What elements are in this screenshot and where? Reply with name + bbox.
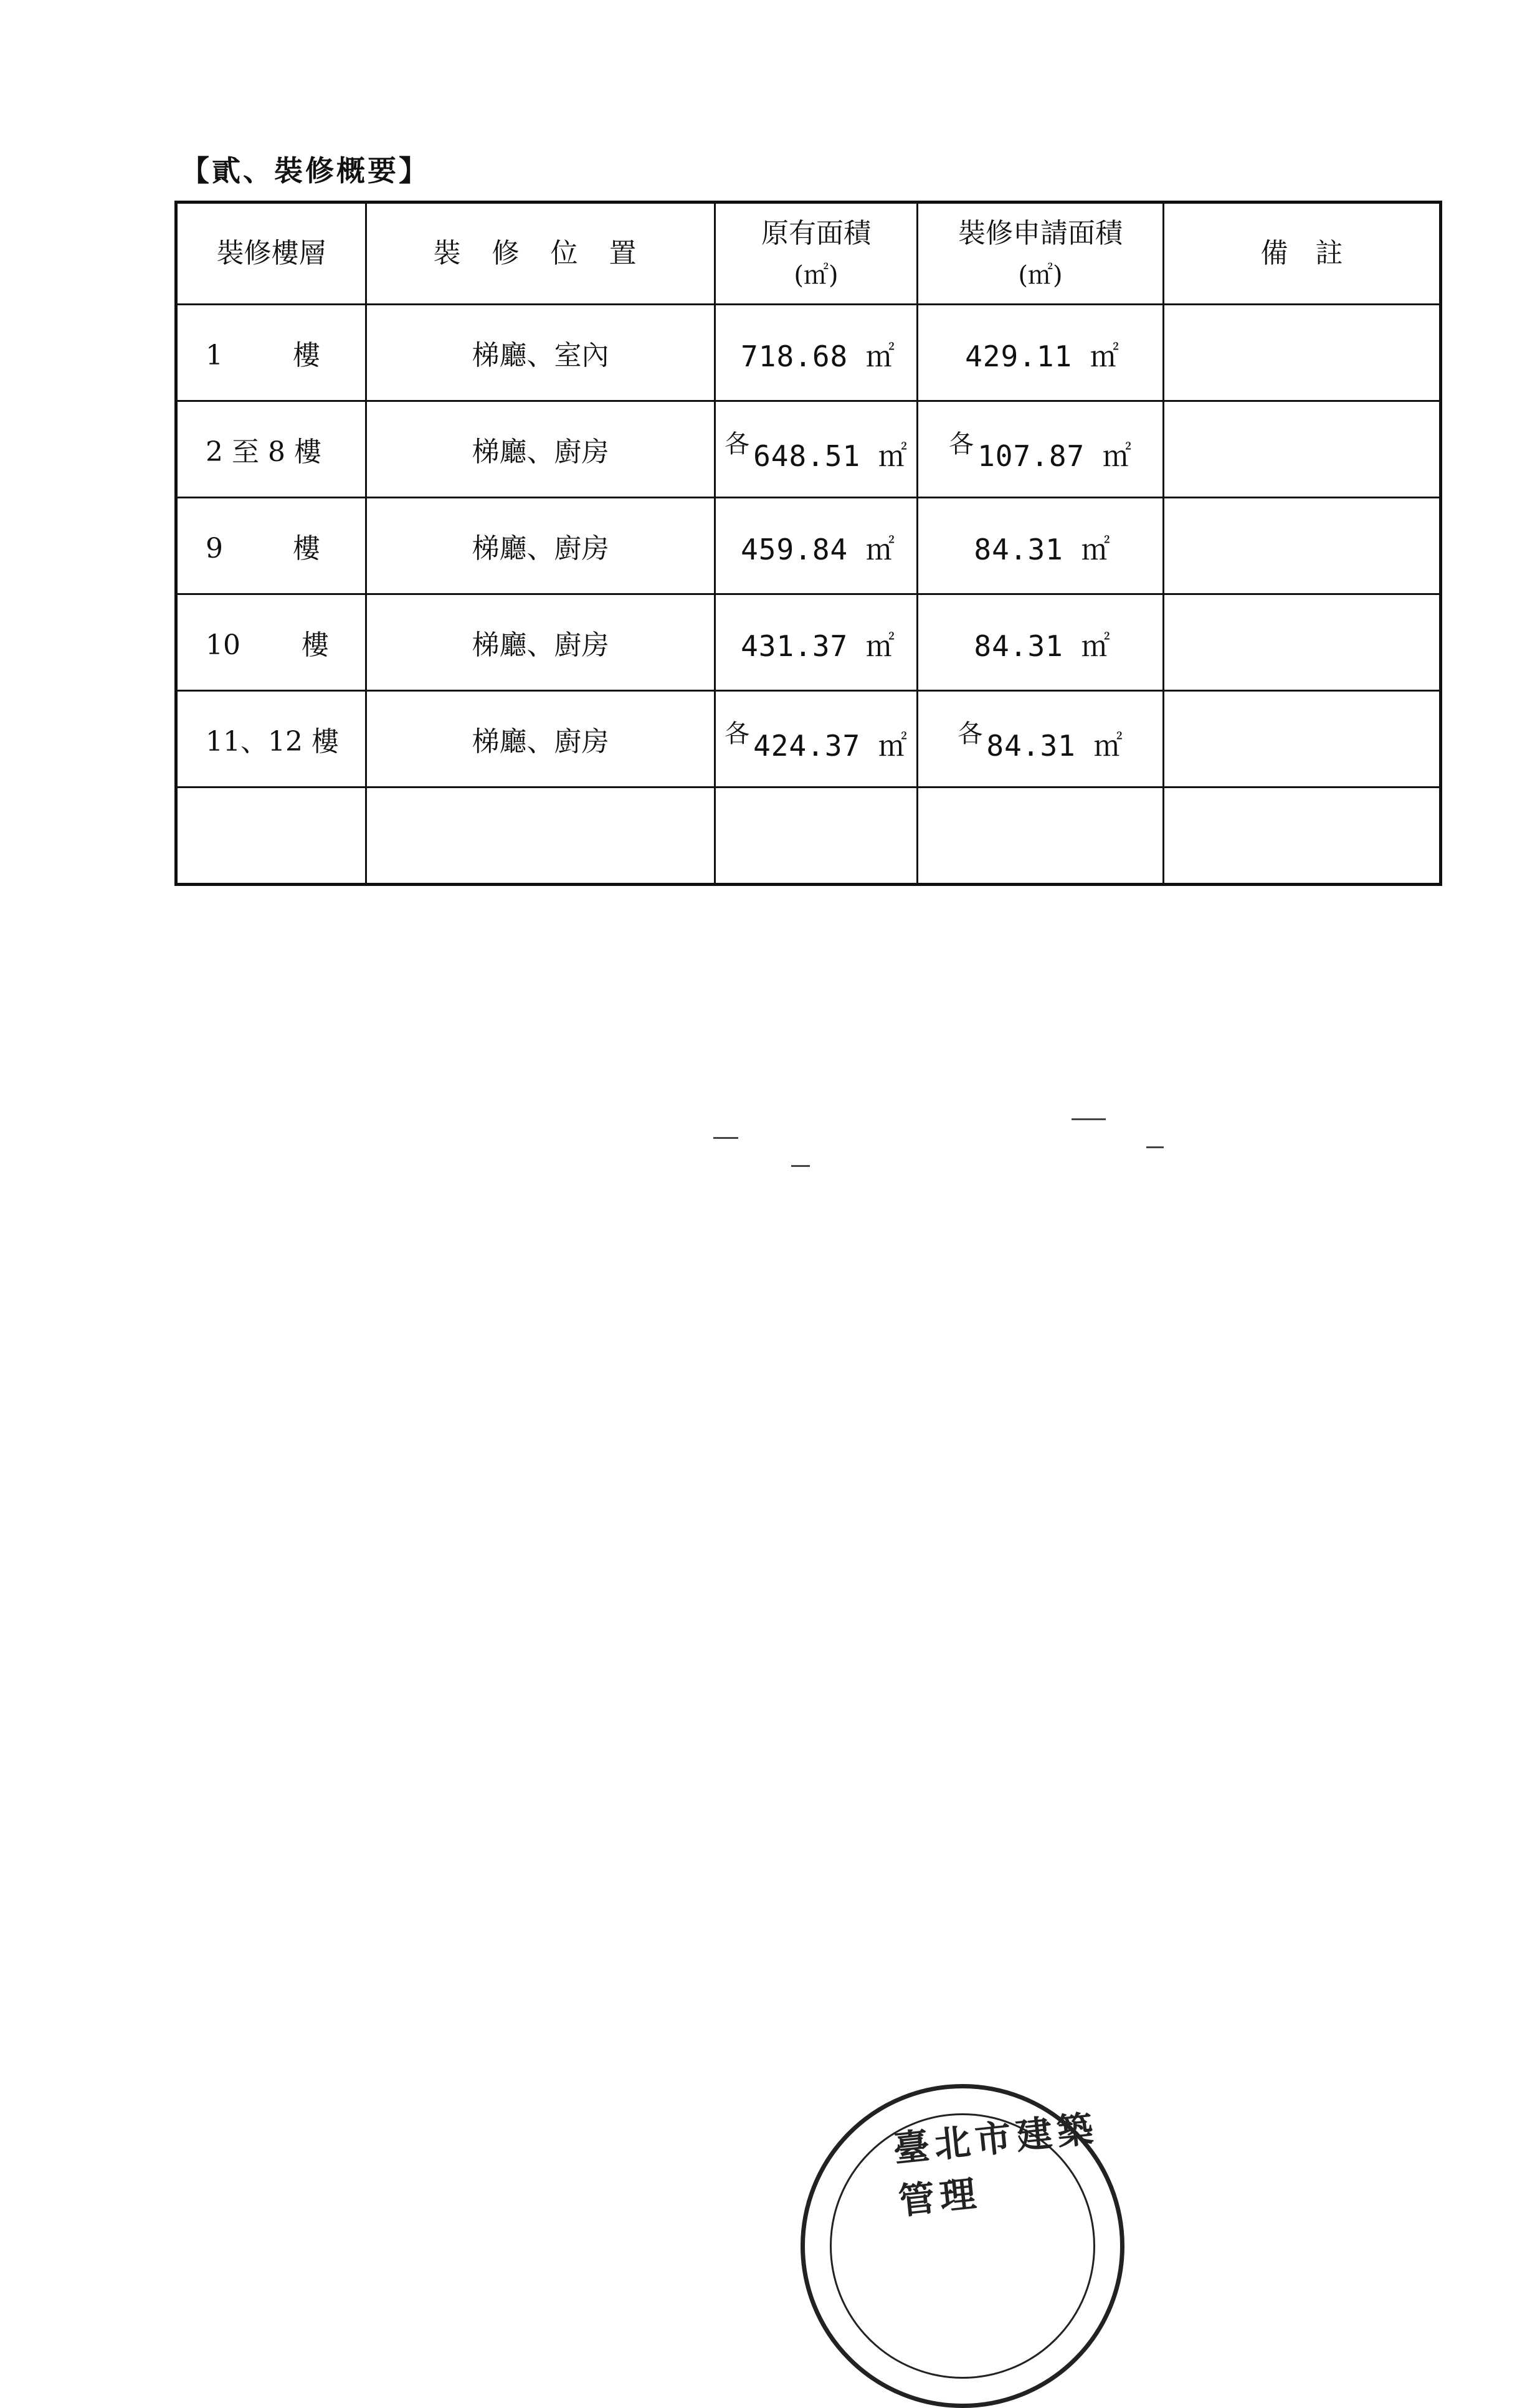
requested-area-value: 84.31 ㎡ (986, 728, 1123, 763)
cell-floor: 1 樓 (176, 305, 366, 401)
header-requested-area (918, 202, 1164, 305)
cell-floor: 11、12 樓 (176, 691, 366, 788)
table-row (176, 305, 1441, 401)
table-header-row (176, 202, 1441, 305)
header-remarks: 備 註 (1164, 202, 1441, 305)
cell-remarks (1164, 691, 1441, 788)
cell-original-area (715, 498, 918, 594)
header-floor: 裝修樓層 (176, 202, 366, 305)
renovation-summary-table (174, 201, 1442, 886)
requested-area-prefix: 各 (949, 429, 974, 459)
official-seal (801, 2084, 1124, 2408)
cell-original-area (715, 691, 918, 788)
requested-area-value: 84.31 ㎡ (974, 533, 1111, 566)
cell-remarks (1164, 401, 1441, 498)
cell-location (366, 788, 715, 885)
cell-requested-area (918, 594, 1164, 691)
cell-requested-area (918, 691, 1164, 788)
original-area-value: 424.37 ㎡ (753, 728, 908, 763)
table-row (176, 594, 1441, 691)
cell-requested-area (918, 788, 1164, 885)
original-area-value: 648.51 ㎡ (753, 439, 908, 473)
cell-original-area (715, 305, 918, 401)
cell-requested-area (918, 305, 1164, 401)
header-original-area (715, 202, 918, 305)
scan-speck (791, 1165, 810, 1167)
requested-area-value: 84.31 ㎡ (974, 629, 1111, 663)
original-area-value: 459.84 ㎡ (741, 533, 895, 566)
requested-area-prefix: 各 (958, 719, 983, 748)
cell-remarks (1164, 498, 1441, 594)
cell-location: 梯廳、廚房 (366, 498, 715, 594)
header-requested-area-unit: (㎡) (1018, 261, 1063, 290)
cell-floor: 10 樓 (176, 594, 366, 691)
table-row (176, 401, 1441, 498)
cell-floor (176, 788, 366, 885)
cell-floor: 2 至 8 樓 (176, 401, 366, 498)
cell-location: 梯廳、廚房 (366, 691, 715, 788)
cell-location: 梯廳、廚房 (366, 594, 715, 691)
cell-original-area (715, 594, 918, 691)
original-area-prefix: 各 (725, 429, 750, 459)
scan-speck (713, 1137, 738, 1139)
scan-speck (1146, 1146, 1164, 1148)
header-requested-area-label: 裝修申請面積 (958, 217, 1123, 249)
cell-original-area (715, 401, 918, 498)
table-row (176, 498, 1441, 594)
cell-location: 梯廳、室內 (366, 305, 715, 401)
header-original-area-label: 原有面積 (761, 217, 871, 249)
official-seal-text: 臺北市建築管理 (891, 2106, 1100, 2223)
cell-remarks (1164, 788, 1441, 885)
section-title: 【貳、裝修概要】 (181, 154, 430, 188)
cell-requested-area (918, 401, 1164, 498)
cell-original-area (715, 788, 918, 885)
cell-remarks (1164, 305, 1441, 401)
table-row (176, 788, 1441, 885)
original-area-prefix: 各 (725, 719, 750, 748)
original-area-value: 431.37 ㎡ (741, 629, 895, 663)
scan-speck (1072, 1118, 1106, 1120)
header-location: 裝 修 位 置 (366, 202, 715, 305)
requested-area-value: 429.11 ㎡ (965, 340, 1119, 373)
cell-requested-area (918, 498, 1164, 594)
header-original-area-unit: (㎡) (794, 261, 839, 290)
cell-location: 梯廳、廚房 (366, 401, 715, 498)
cell-floor: 9 樓 (176, 498, 366, 594)
cell-remarks (1164, 594, 1441, 691)
original-area-value: 718.68 ㎡ (741, 340, 895, 373)
requested-area-value: 107.87 ㎡ (977, 439, 1132, 473)
table-row (176, 691, 1441, 788)
